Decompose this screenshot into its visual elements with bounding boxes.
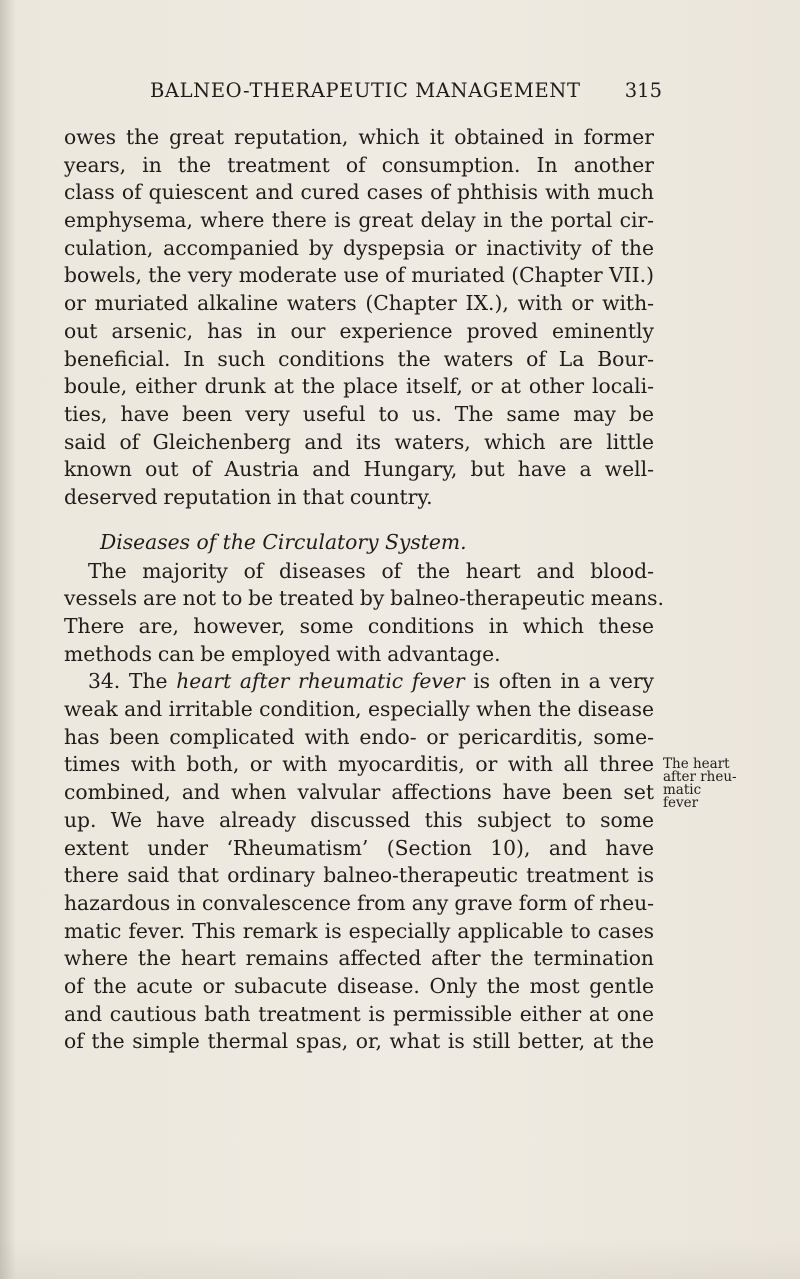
margin-note bbox=[663, 756, 737, 811]
text-line: There are, however, some conditions in which these bbox=[64, 614, 654, 638]
text-line: or muriated alkaline waters (Chapter IX.), with or with- bbox=[64, 291, 654, 316]
margin-note-line: The heart bbox=[663, 756, 730, 772]
margin-note-line: after rheu- bbox=[663, 769, 737, 785]
text-line: there said that ordinary balneo-therapeutic treatment is bbox=[64, 863, 654, 888]
text-line: extent under ‘Rheumatism’ (Section 10), and have bbox=[64, 835, 654, 860]
page-bottom-shade bbox=[0, 1239, 800, 1279]
text-line: times with both, or with myocarditis, or with all three bbox=[64, 752, 654, 777]
text-line: boule, either drunk at the place itself, or at other locali- bbox=[64, 374, 654, 399]
text-line: combined, and when valvular affections have been set bbox=[64, 780, 654, 805]
text-line: class of quiescent and cured cases of phthisis with much bbox=[64, 180, 654, 205]
margin-note-line: matic bbox=[663, 782, 702, 798]
text-line: ties, have been very useful to us. The same may be bbox=[64, 401, 654, 426]
section-heading: Diseases of the Circulatory System. bbox=[100, 529, 467, 554]
text-line: hazardous in convalescence from any grave form of rheu- bbox=[64, 890, 654, 915]
running-head: BALNEO-THERAPEUTIC MANAGEMENT bbox=[150, 79, 581, 102]
text-line: of the simple thermal spas, or, what is still better, at the bbox=[64, 1029, 654, 1054]
text-line: culation, accompanied by dyspepsia or inactivity of the bbox=[64, 235, 654, 260]
text-line: of the acute or subacute disease. Only the most gentle bbox=[64, 973, 654, 998]
paragraph-number: 34. The bbox=[88, 669, 177, 694]
text-line: weak and irritable condition, especially when the disease bbox=[64, 697, 654, 722]
paragraph-34-first-line bbox=[64, 668, 654, 696]
spine-shadow bbox=[0, 0, 16, 1279]
text-line: methods can be employed with advantage. bbox=[64, 641, 501, 666]
text-line: matic fever. This remark is especially applicable to cases bbox=[64, 918, 654, 943]
page-number: 315 bbox=[624, 79, 662, 102]
text-line: emphysema, where there is great delay in the portal cir- bbox=[64, 208, 654, 233]
text-line: vessels are not to be treated by balneo-therapeutic means. bbox=[64, 586, 664, 611]
text-line: beneficial. In such conditions the waters of La Bour- bbox=[64, 346, 654, 371]
text-line: The majority of diseases of the heart and blood- bbox=[88, 558, 654, 583]
text-line: known out of Austria and Hungary, but have a well- bbox=[64, 457, 654, 482]
text-line: up. We have already discussed this subject to some bbox=[64, 807, 654, 832]
text-line: years, in the treatment of consumption. In another bbox=[64, 152, 654, 177]
text-line: deserved reputation in that country. bbox=[64, 484, 433, 509]
text-line: has been complicated with endo- or pericarditis, some- bbox=[64, 724, 654, 749]
text-line: bowels, the very moderate use of muriated (Chapter VII.) bbox=[64, 263, 654, 288]
text-line: said of Gleichenberg and its waters, which are little bbox=[64, 429, 654, 454]
main-text bbox=[64, 124, 664, 1056]
page-header bbox=[150, 79, 662, 107]
line-rest: is often in a very bbox=[464, 669, 654, 694]
italic-term: heart after rheumatic fever bbox=[176, 669, 465, 694]
text-line: where the heart remains affected after the termination bbox=[64, 946, 654, 971]
text-line: and cautious bath treatment is permissible either at one bbox=[64, 1001, 654, 1026]
text-line: out arsenic, has in our experience proved eminently bbox=[64, 318, 654, 343]
margin-note-line: fever bbox=[663, 795, 699, 811]
text-line: owes the great reputation, which it obtained in former bbox=[64, 125, 654, 149]
